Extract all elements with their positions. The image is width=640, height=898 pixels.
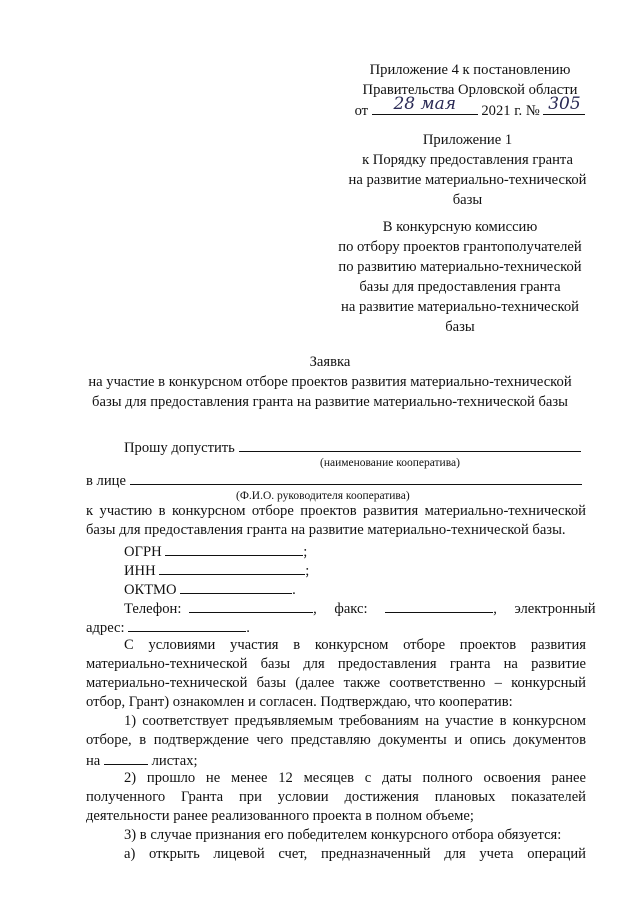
appendix-1-header xyxy=(335,130,600,210)
appendix-1-line4: базы xyxy=(452,192,483,208)
addressee-line5: на развитие материально-технической xyxy=(341,299,579,315)
date-from-label: от xyxy=(354,103,369,119)
addressee-line1: В конкурсную комиссию xyxy=(382,219,538,235)
item2-line1: 2) прошло не менее 12 месяцев с даты полного освоения ранее xyxy=(124,770,586,786)
p1-line1: С условиями участия в конкурсном отборе проектов развития xyxy=(124,637,586,653)
p1-line2: материально-технической базы для предоставления гранта на развитие xyxy=(86,656,586,672)
address-line xyxy=(86,617,586,638)
person-line xyxy=(86,470,586,491)
addressee-line4: базы для предоставления гранта xyxy=(359,279,561,295)
purpose-line1: к участию в конкурсном отборе проектов развития материально-технической xyxy=(86,503,586,519)
appendix-1-line1: Приложение 1 xyxy=(422,132,513,148)
address-label: адрес: xyxy=(86,620,125,636)
date-field xyxy=(372,94,478,115)
phone-label: Телефон: xyxy=(124,601,182,617)
document-title xyxy=(60,352,600,412)
oktmo-label: ОКТМО xyxy=(124,582,177,598)
inn-field[interactable] xyxy=(159,560,305,575)
ogrn-line xyxy=(86,541,586,562)
item1-line1: 1) соответствует предъявляемым требованиям на участие в конкурсном xyxy=(124,713,586,729)
title-line2: базы для предоставления гранта на развитие материально-технической базы xyxy=(92,394,568,410)
item3-line1: 3) в случае признания его победителем конкурсного отбора обязуется: xyxy=(124,827,562,843)
admit-line xyxy=(86,437,586,458)
title-line1: на участие в конкурсном отборе проектов развития материально-технической xyxy=(88,374,572,390)
email-word: электронный xyxy=(514,601,596,617)
p1-line3: материально-технической базы (далее также соответственно – конкурсный xyxy=(86,675,586,691)
contacts-line: Телефон: , факс: , электронный xyxy=(86,598,586,619)
inn-line xyxy=(86,560,586,581)
title-word: Заявка xyxy=(309,354,351,370)
appendix-4-line1: Приложение 4 к постановлению xyxy=(369,62,571,78)
date-handwritten: 28 мая xyxy=(393,94,456,114)
oktmo-line xyxy=(86,579,586,600)
item3a-line1: а) открыть лицевой счет, предназначенный для учета операций xyxy=(124,846,586,862)
admit-label: Прошу допустить xyxy=(124,440,235,456)
inn-label: ИНН xyxy=(124,563,156,579)
oktmo-period: . xyxy=(292,582,296,598)
appendix-4-header xyxy=(340,60,600,121)
item1-line2: отборе, в подтверждение чего представляю документы и опись документов xyxy=(86,732,586,748)
ogrn-label: ОГРН xyxy=(124,544,162,560)
p1-line4: отбор, Грант) ознакомлен и согласен. Подтверждаю, что кооператив: xyxy=(86,694,513,710)
cooperative-name-hint: (наименование кооператива) xyxy=(320,457,460,469)
sheets-count-field[interactable] xyxy=(104,750,148,765)
head-name-field[interactable] xyxy=(130,470,582,485)
ogrn-field[interactable] xyxy=(165,541,303,556)
oktmo-field[interactable] xyxy=(180,579,292,594)
inn-semicolon: ; xyxy=(305,563,310,579)
appendix-4-line2: Правительства Орловской области xyxy=(362,82,578,98)
item1-on-label: на xyxy=(86,753,101,769)
ogrn-semicolon: ; xyxy=(303,544,308,560)
head-name-hint: (Ф.И.О. руководителя кооператива) xyxy=(236,490,410,502)
appendix-4-date-line xyxy=(340,94,600,121)
address-period: . xyxy=(246,620,250,636)
number-field xyxy=(543,94,585,115)
fax-field[interactable] xyxy=(385,598,493,613)
addressee-line3: по развитию материально-технической xyxy=(338,259,582,275)
person-label: в лице xyxy=(86,473,126,489)
email-field[interactable] xyxy=(128,617,246,632)
fax-label: факс: xyxy=(334,601,368,617)
phone-field[interactable] xyxy=(189,598,313,613)
addressee-block xyxy=(320,217,600,337)
addressee-line2: по отбору проектов грантополучателей xyxy=(338,239,582,255)
item1-sheets-label: листах; xyxy=(151,753,198,769)
purpose-line2: базы для предоставления гранта на развитие материально-технической базы. xyxy=(86,522,566,538)
number-handwritten: 305 xyxy=(548,94,581,114)
addressee-line6: базы xyxy=(445,319,475,335)
appendix-1-line3: на развитие материально-технической xyxy=(348,172,587,188)
cooperative-name-field[interactable] xyxy=(239,437,581,452)
year-number-label: 2021 г. № xyxy=(481,103,540,119)
item1-line3 xyxy=(86,750,586,771)
appendix-1-line2: к Порядку предоставления гранта xyxy=(362,152,573,168)
item2-line3: деятельности ранее реализованного проекта в полном объеме; xyxy=(86,808,474,824)
item2-line2: полученного Гранта при условии достижения плановых показателей xyxy=(86,789,586,805)
